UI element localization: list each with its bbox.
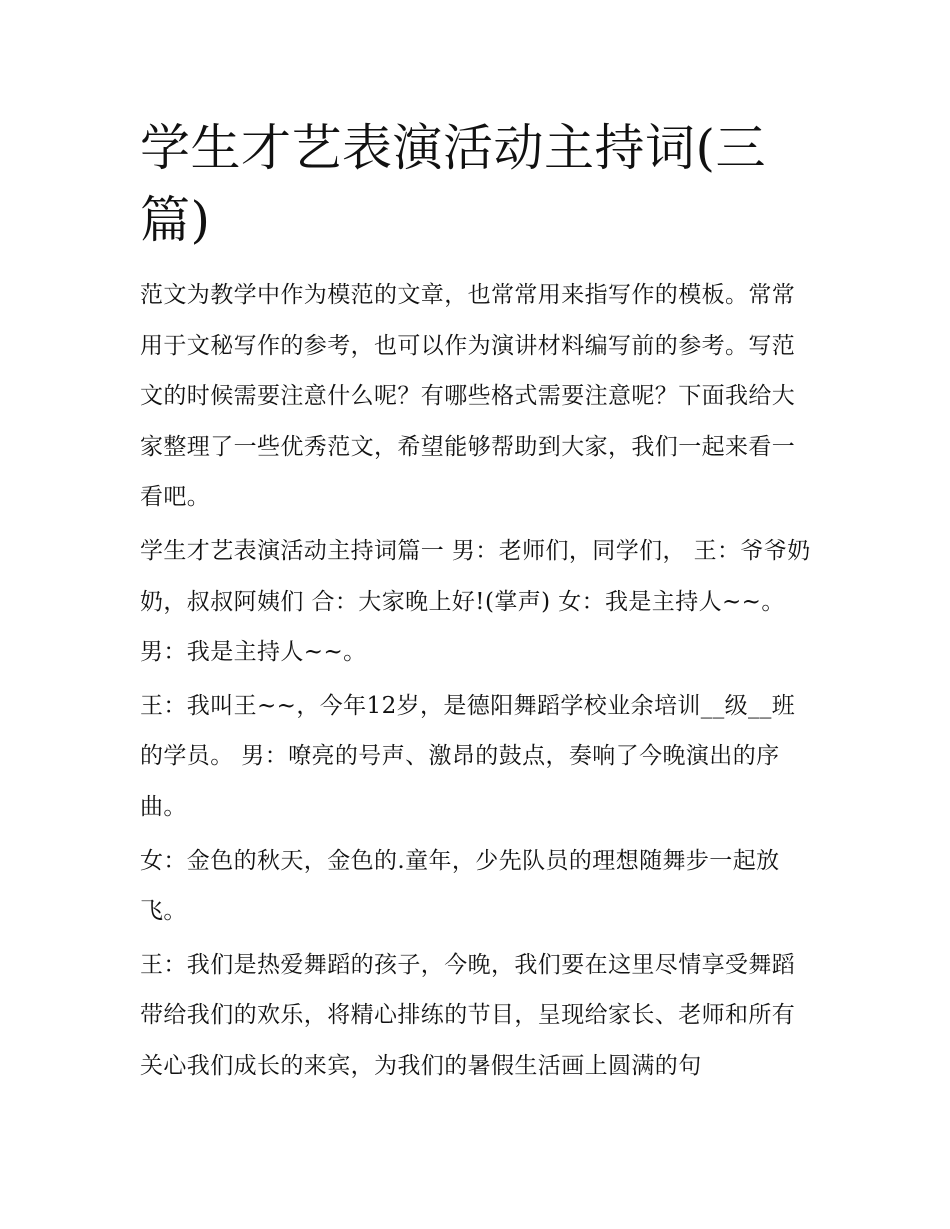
document-content [140,112,812,1095]
paragraph-host-opening: 学生才艺表演活动主持词篇一 男：老师们，同学们， 王：爷爷奶奶，叔叔阿姨们 合：大家晚上好!(掌声) 女：我是主持人~~。 男：我是主持人~~。 [140,537,811,666]
paragraph-wang-introduction: 王：我叫王~~，今年12岁，是德阳舞蹈学校业余培训__级__班的学员。 男：嘹亮的号声、激昂的鼓点，奏响了今晚演出的序曲。 [140,692,796,820]
paragraph-wang-closing: 王：我们是热爱舞蹈的孩子，今晚，我们要在这里尽情享受舞蹈带给我们的欢乐，将精心排练的节目，呈现给家长、老师和所有关心我们成长的来宾，为我们的暑假生活画上圆满的句 [140,951,796,1079]
paragraph-female-host: 女：金色的秋天，金色的.童年，少先队员的理想随舞步一起放飞。 [140,847,780,925]
paragraph-intro: 范文为教学中作为模范的文章，也常常用来指写作的模板。常常用于文秘写作的参考，也可以作为演讲材料编写前的参考。写范文的时候需要注意什么呢？有哪些格式需要注意呢？下面我给大家整理了一些优秀范文，希望能够帮助到大家，我们一起来看一看吧。 [140,282,796,511]
document-body [140,270,812,1092]
document-title: 学生才艺表演活动主持词(三篇) [140,119,767,249]
